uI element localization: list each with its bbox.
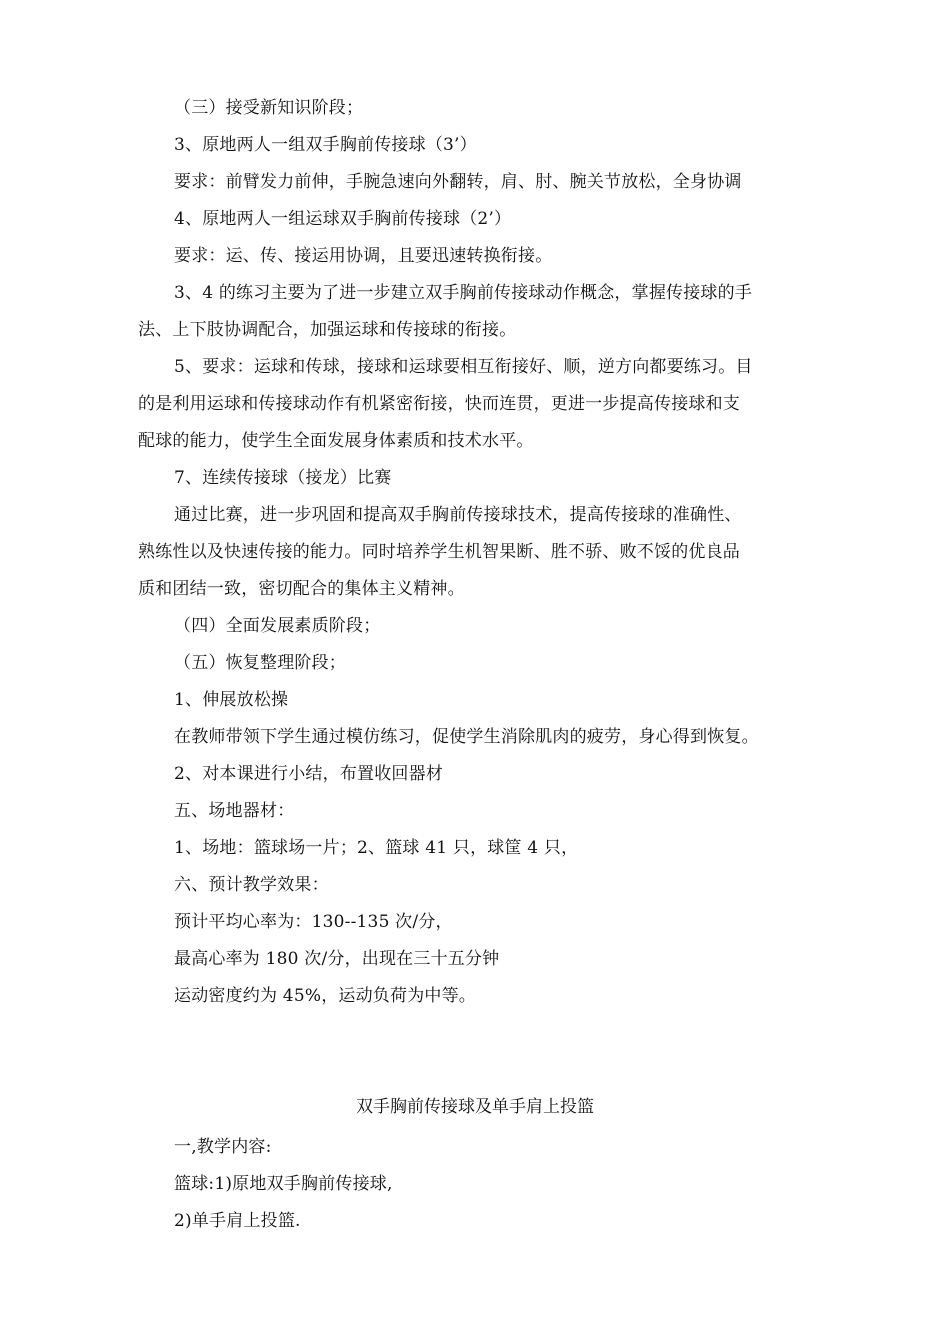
text-line: 7、连续传接球（接龙）比赛 [174,468,392,488]
text-line: 六、预计教学效果： [174,875,329,895]
text-line: 预计平均心率为：130--135 次/分， [174,912,453,932]
text-line: 2、对本课进行小结，布置收回器材 [174,764,444,784]
text-line: 在教师带领下学生通过模仿练习，促使学生消除肌肉的疲劳，身心得到恢复。 [174,727,759,747]
text-line: 的是利用运球和传接球动作有机紧密衔接，快而连贯，更进一步提高传接球和支 [138,394,740,414]
text-line: 法、上下肢协调配合，加强运球和传接球的衔接。 [138,320,517,340]
text-line: 通过比赛，进一步巩固和提高双手胸前传接球技术，提高传接球的准确性、 [174,505,742,525]
text-line: 要求：前臂发力前伸，手腕急速向外翻转，肩、肘、腕关节放松，全身协调 [174,172,742,192]
text-line: 2)单手肩上投篮. [174,1211,301,1231]
text-line: （五）恢复整理阶段； [174,653,346,673]
text-line: 一,教学内容: [174,1137,272,1157]
text-line: 篮球:1)原地双手胸前传接球, [174,1174,393,1194]
text-line: 1、伸展放松操 [174,690,289,710]
text-line: 3、原地两人一组双手胸前传接球（3’） [174,135,477,155]
text-line: 3、4 的练习主要为了进一步建立双手胸前传接球动作概念，掌握传接球的手 [174,283,753,303]
text-line: （三）接受新知识阶段； [174,98,364,118]
text-line: 最高心率为 180 次/分，出现在三十五分钟 [174,949,500,969]
text-line: 五、场地器材： [174,801,295,821]
text-line: 要求：运、传、接运用协调，且要迅速转换衔接。 [174,246,553,266]
text-line: 5、要求：运球和传球，接球和运球要相互衔接好、顺，逆方向都要练习。目 [174,357,753,377]
text-line: （四）全面发展素质阶段； [174,616,381,636]
text-line: 配球的能力，使学生全面发展身体素质和技术水平。 [138,431,534,451]
text-line: 1、场地：篮球场一片；2、篮球 41 只，球筐 4 只， [174,838,579,858]
text-line: 质和团结一致，密切配合的集体主义精神。 [138,579,465,599]
text-line: 运动密度约为 45%，运动负荷为中等。 [174,986,476,1006]
section-title: 双手胸前传接球及单手肩上投篮 [356,1097,594,1117]
text-line: 4、原地两人一组运球双手胸前传接球（2’） [174,209,512,229]
text-line: 熟练性以及快速传接的能力。同时培养学生机智果断、胜不骄、败不馁的优良品 [138,542,740,562]
